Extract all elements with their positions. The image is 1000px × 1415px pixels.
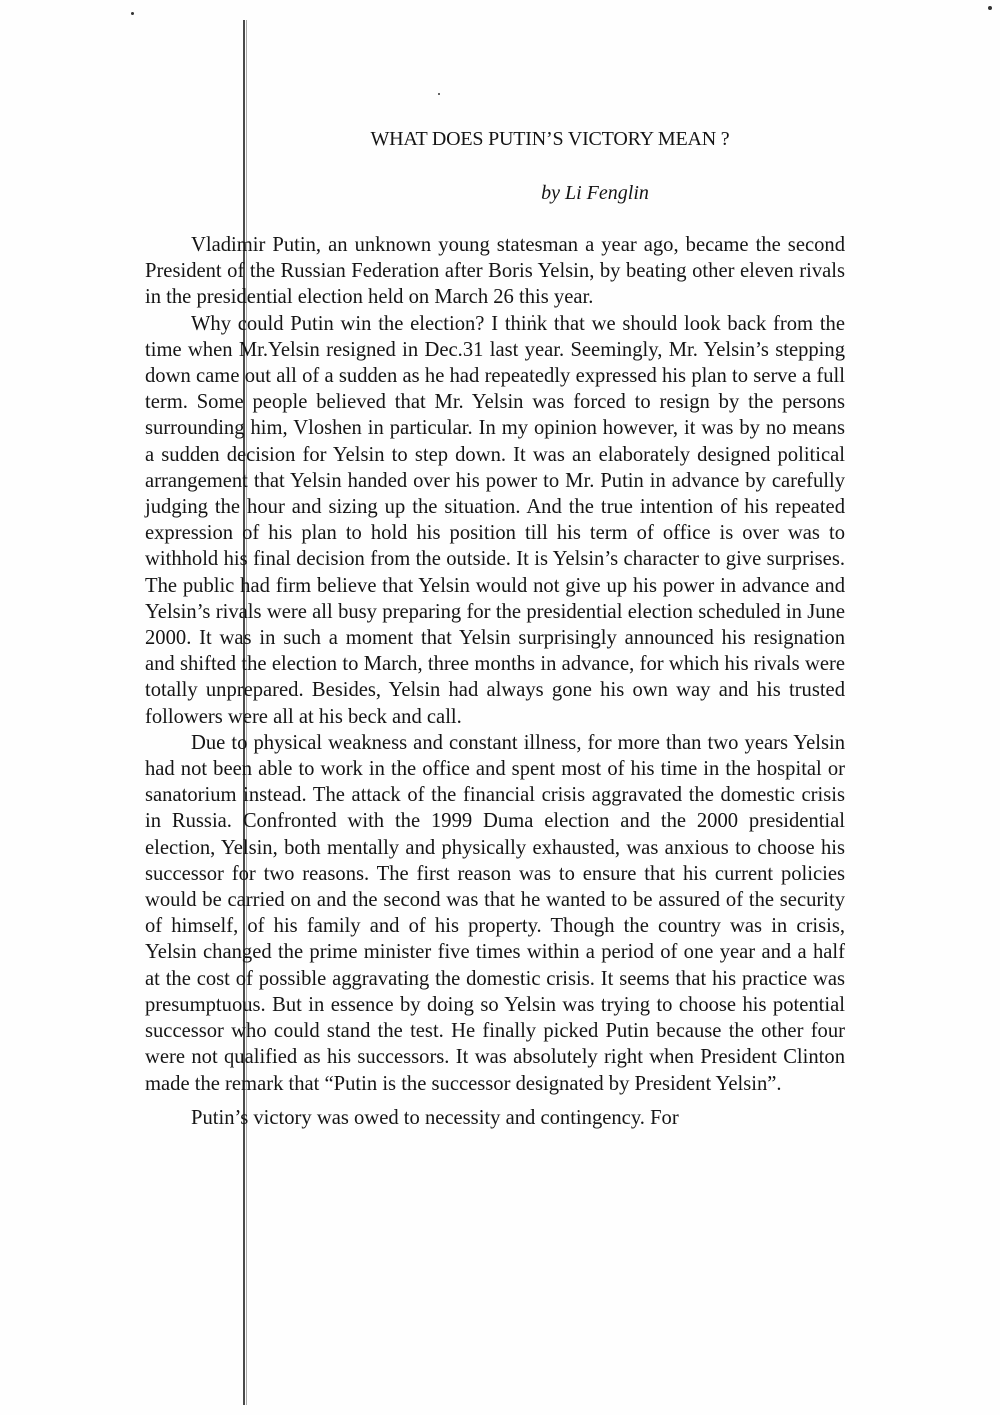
paragraph-4: Putin’s victory was owed to necessity and contingency. For (191, 1106, 679, 1129)
document-title: WHAT DOES PUTIN’S VICTORY MEAN ? (370, 128, 730, 150)
scan-speck (988, 6, 992, 10)
scan-speck (438, 93, 440, 95)
paragraph-3: Due to physical weakness and constant illness, for more than two years Yelsin had not been able to work in the office and spent most of his time in the hospital or sanatorium instead. The attack of the financial crisis aggravated the domestic crisis in Russia. Confronted with the 1999 Duma election and the 2000 presidential election, Yelsin, both mentally and physically exhausted, was anxious to choose his successor for two reasons. The first reason was to ensure that his current policies would be carried on and the second was that he wanted to be assured of the security of himself, of his family and of his property. Though the country was in crisis, Yelsin changed the prime minister five times within a period of one year and a half at the cost of possible aggravating the domestic crisis. It seems that his practice was presumptuous. But in essence by doing so Yelsin was trying to choose his potential successor who could stand the test. He finally picked Putin because the other four were not qualified as his successors. It was absolutely right when President Clinton made the remark that “Putin is the successor designated by President Yelsin”. (145, 731, 845, 1095)
document-byline: by Li Fenglin (541, 182, 649, 204)
paragraph-1: Vladimir Putin, an unknown young statesman a year ago, became the second President of the Russian Federation after Boris Yelsin, by beating other eleven rivals in the presidential election held on March 26 this year. (145, 234, 845, 309)
document-body (145, 232, 845, 1131)
paragraph-2: Why could Putin win the election? I think that we should look back from the time when Mr.Yelsin resigned in Dec.31 last year. Seemingly, Mr. Yelsin’s stepping down came out all of a sudden as he had repeatedly expressed his plan to serve a full term. Some people believed that Mr. Yelsin was forced to resign by the persons surrounding him, Vloshen in particular. In my opinion however, it was by no means a sudden decision for Yelsin to step down. It was an elaborately designed political arrangement that Yelsin handed over his power to Mr. Putin in advance by carefully judging the hour and sizing up the situation. And the true intention of his repeated expression of his plan to hold his position till his term of office is over was to withhold his final decision from the outside. It is Yelsin’s character to give surprises. The public had firm believe that Yelsin would not give up his power in advance and Yelsin’s rivals were all busy preparing for the presidential election scheduled in June 2000. It was in such a moment that Yelsin surprisingly announced his resignation and shifted the election to March, three months in advance, for which his rivals were totally unprepared. Besides, Yelsin had always gone his own way and his trusted followers were all at his beck and call. (145, 312, 845, 728)
scan-speck (131, 12, 134, 15)
